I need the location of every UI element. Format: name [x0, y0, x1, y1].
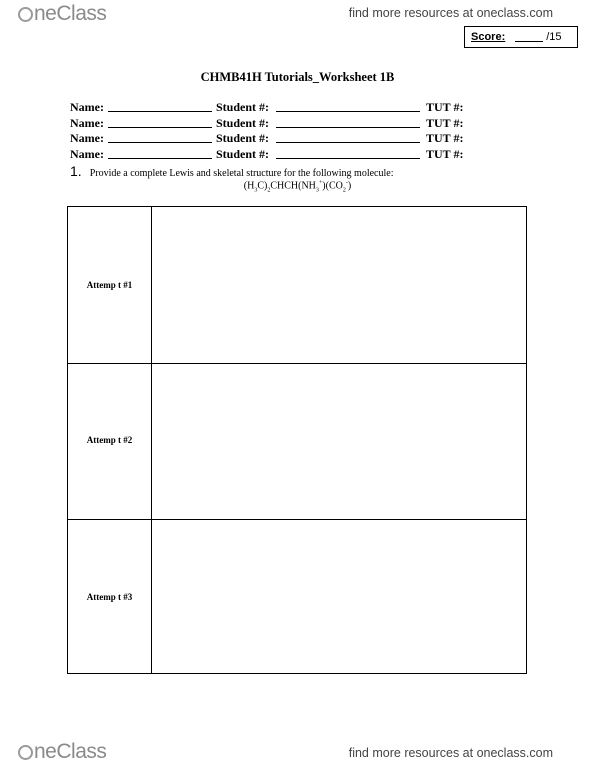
name-blank[interactable] — [108, 127, 212, 128]
student-label: Student #: — [216, 116, 270, 130]
student-label: Student #: — [216, 131, 270, 145]
attempt-1-answer-area[interactable] — [152, 207, 526, 362]
tut-label: TUT #: — [426, 131, 464, 145]
student-blank[interactable] — [276, 142, 420, 143]
oneclass-logo: neClass — [18, 2, 106, 26]
name-row — [70, 147, 540, 162]
score-total: /15 — [546, 31, 562, 43]
molecule-formula: $(H_3C)_2CHCH(NH_3^+)(CO_2^-)$ — [243, 180, 352, 194]
tut-label: TUT #: — [426, 100, 464, 114]
student-label: Student #: — [216, 100, 270, 114]
name-blank[interactable] — [108, 158, 212, 159]
name-row — [70, 100, 540, 115]
name-blank[interactable] — [108, 111, 212, 112]
resources-link[interactable]: find more resources at oneclass.com — [348, 6, 553, 20]
name-blank[interactable] — [108, 142, 212, 143]
name-row — [70, 131, 540, 146]
resources-link-footer[interactable]: find more resources at oneclass.com — [348, 746, 553, 760]
student-blank[interactable] — [276, 158, 420, 159]
question-text: Provide a complete Lewis and skeletal structure for the following molecule: — [89, 168, 394, 179]
attempt-2-answer-area[interactable] — [152, 364, 526, 518]
tut-label: TUT #: — [426, 116, 464, 130]
student-label: Student #: — [216, 147, 270, 161]
student-blank[interactable] — [276, 127, 420, 128]
attempt-3-label: Attemp t #3 — [86, 592, 133, 602]
oneclass-logo-footer: neClass — [18, 740, 106, 764]
name-label: Name: — [70, 131, 104, 145]
name-label: Name: — [70, 116, 104, 130]
score-blank — [515, 31, 543, 42]
attempt-3-answer-area[interactable] — [152, 520, 526, 673]
attempt-2-label: Attemp t #2 — [86, 435, 133, 445]
worksheet-title: CHMB41H Tutorials_Worksheet 1B — [200, 70, 395, 84]
oneclass-o-icon — [18, 7, 33, 22]
name-label: Name: — [70, 147, 104, 161]
attempt-1-label: Attemp t #1 — [86, 280, 133, 290]
attempts-table — [67, 206, 527, 674]
question-number: 1. — [70, 163, 82, 179]
name-row — [70, 116, 540, 131]
oneclass-o-icon — [18, 745, 33, 760]
student-blank[interactable] — [276, 111, 420, 112]
score-box — [464, 26, 578, 48]
score-label: Score: — [471, 31, 506, 43]
question-1 — [70, 163, 393, 179]
tut-label: TUT #: — [426, 147, 464, 161]
name-label: Name: — [70, 100, 104, 114]
